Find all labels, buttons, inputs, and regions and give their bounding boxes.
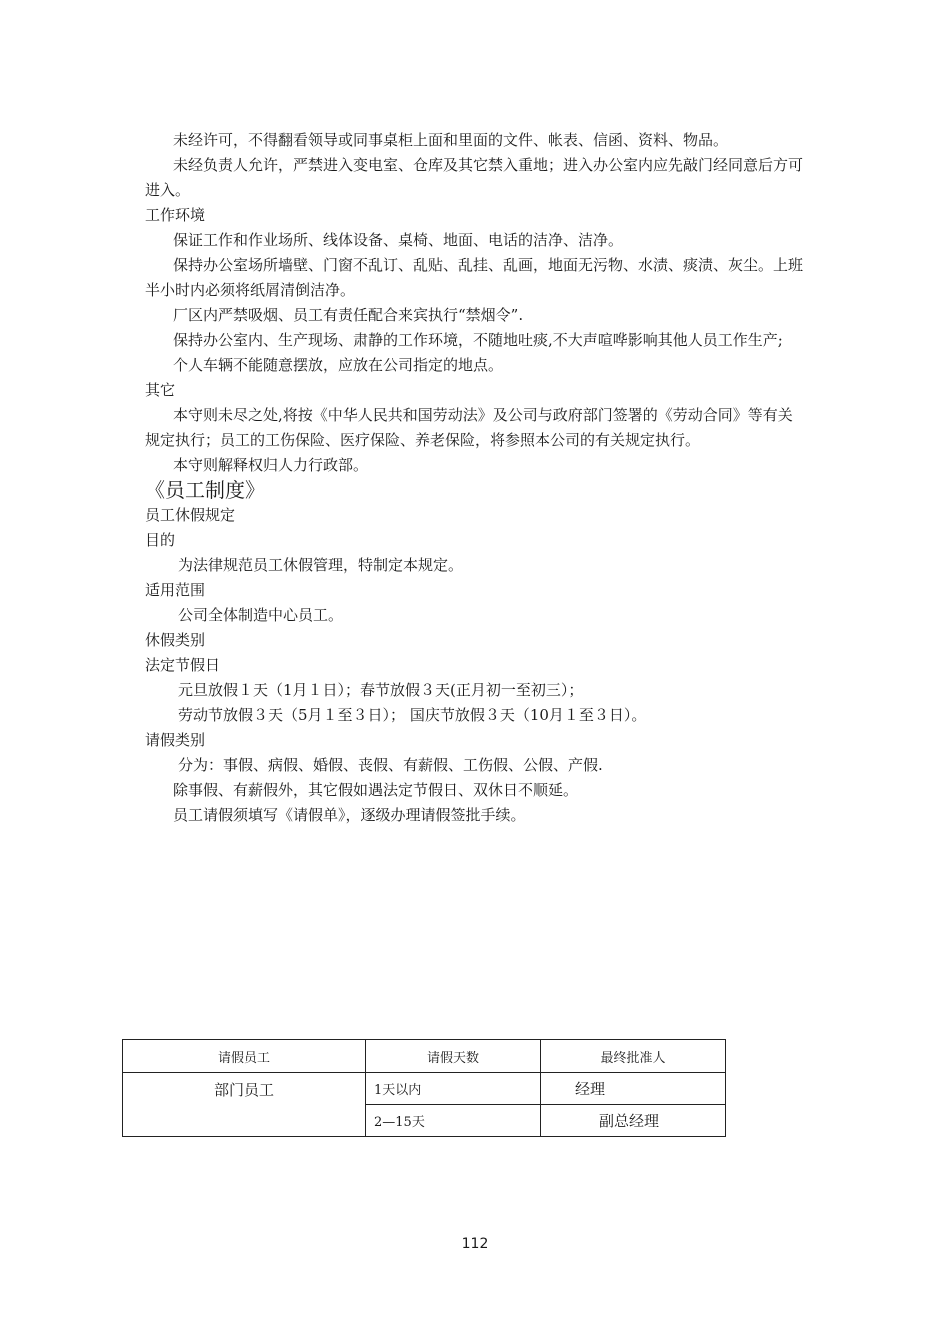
table-cell-days: 2—15天 (366, 1105, 541, 1137)
paragraph: 进入。 (145, 181, 191, 199)
section-heading: 其它 (145, 381, 176, 399)
paragraph: 为法律规范员工休假管理，特制定本规定。 (178, 556, 464, 574)
table-header: 请假员工 (123, 1040, 366, 1073)
paragraph: 保持办公室内、生产现场、肃静的工作环境，不随地吐痰,不大声喧哗影响其他人员工作生产; (173, 331, 783, 349)
table-cell-employee-group: 部门员工 (123, 1073, 366, 1137)
paragraph: 厂区内严禁吸烟、员工有责任配合来宾执行“禁烟令”. (173, 306, 524, 324)
paragraph: 未经许可，不得翻看领导或同事桌柜上面和里面的文件、帐表、信函、资料、物品。 (173, 131, 729, 149)
table-cell-approver: 经理 (541, 1073, 726, 1105)
section-heading: 目的 (145, 531, 176, 549)
paragraph: 公司全体制造中心员工。 (178, 606, 344, 624)
document-title: 《员工制度》 (145, 478, 265, 502)
table-cell-approver: 副总经理 (541, 1105, 726, 1137)
section-heading: 法定节假日 (145, 656, 221, 674)
paragraph: 员工请假须填写《请假单》，逐级办理请假签批手续。 (173, 806, 526, 824)
paragraph: 除事假、有薪假外，其它假如遇法定节假日、双休日不顺延。 (173, 781, 579, 799)
paragraph: 劳动节放假３天（5月１至３日）； 国庆节放假３天（10月１至３日）。 (178, 706, 647, 724)
paragraph: 保持办公室场所墙壁、门窗不乱订、乱贴、乱挂、乱画，地面无污物、水渍、痰渍、灰尘。上班 (173, 256, 804, 274)
paragraph: 本守则未尽之处,将按《中华人民共和国劳动法》及公司与政府部门签署的《劳动合同》等有关 (173, 406, 793, 424)
paragraph: 保证工作和作业场所、线体设备、桌椅、地面、电话的洁净、洁净。 (173, 231, 624, 249)
section-heading: 适用范围 (145, 581, 206, 599)
paragraph: 本守则解释权归人力行政部。 (173, 456, 369, 474)
section-heading: 员工休假规定 (145, 506, 236, 524)
paragraph: 规定执行；员工的工伤保险、医疗保险、养老保险，将参照本公司的有关规定执行。 (145, 431, 701, 449)
section-heading: 休假类别 (145, 631, 206, 649)
paragraph: 未经负责人允许，严禁进入变电室、仓库及其它禁入重地；进入办公室内应先敲门经同意后方可 (173, 156, 804, 174)
table-cell-days: 1天以内 (366, 1073, 541, 1105)
paragraph: 个人车辆不能随意摆放，应放在公司指定的地点。 (173, 356, 504, 374)
page-number: 112 (461, 1236, 489, 1252)
table-header: 请假天数 (366, 1040, 541, 1073)
leave-approval-table (122, 1039, 726, 1137)
section-heading: 工作环境 (145, 206, 206, 224)
paragraph: 元旦放假１天（1月１日）；春节放假３天(正月初一至初三）； (178, 681, 584, 699)
table-row (123, 1073, 726, 1105)
paragraph: 半小时内必须将纸屑清倒洁净。 (145, 281, 356, 299)
table-header-row (123, 1040, 726, 1073)
table-header: 最终批准人 (541, 1040, 726, 1073)
section-heading: 请假类别 (145, 731, 206, 749)
paragraph: 分为：事假、病假、婚假、丧假、有薪假、工伤假、公假、产假. (178, 756, 603, 774)
